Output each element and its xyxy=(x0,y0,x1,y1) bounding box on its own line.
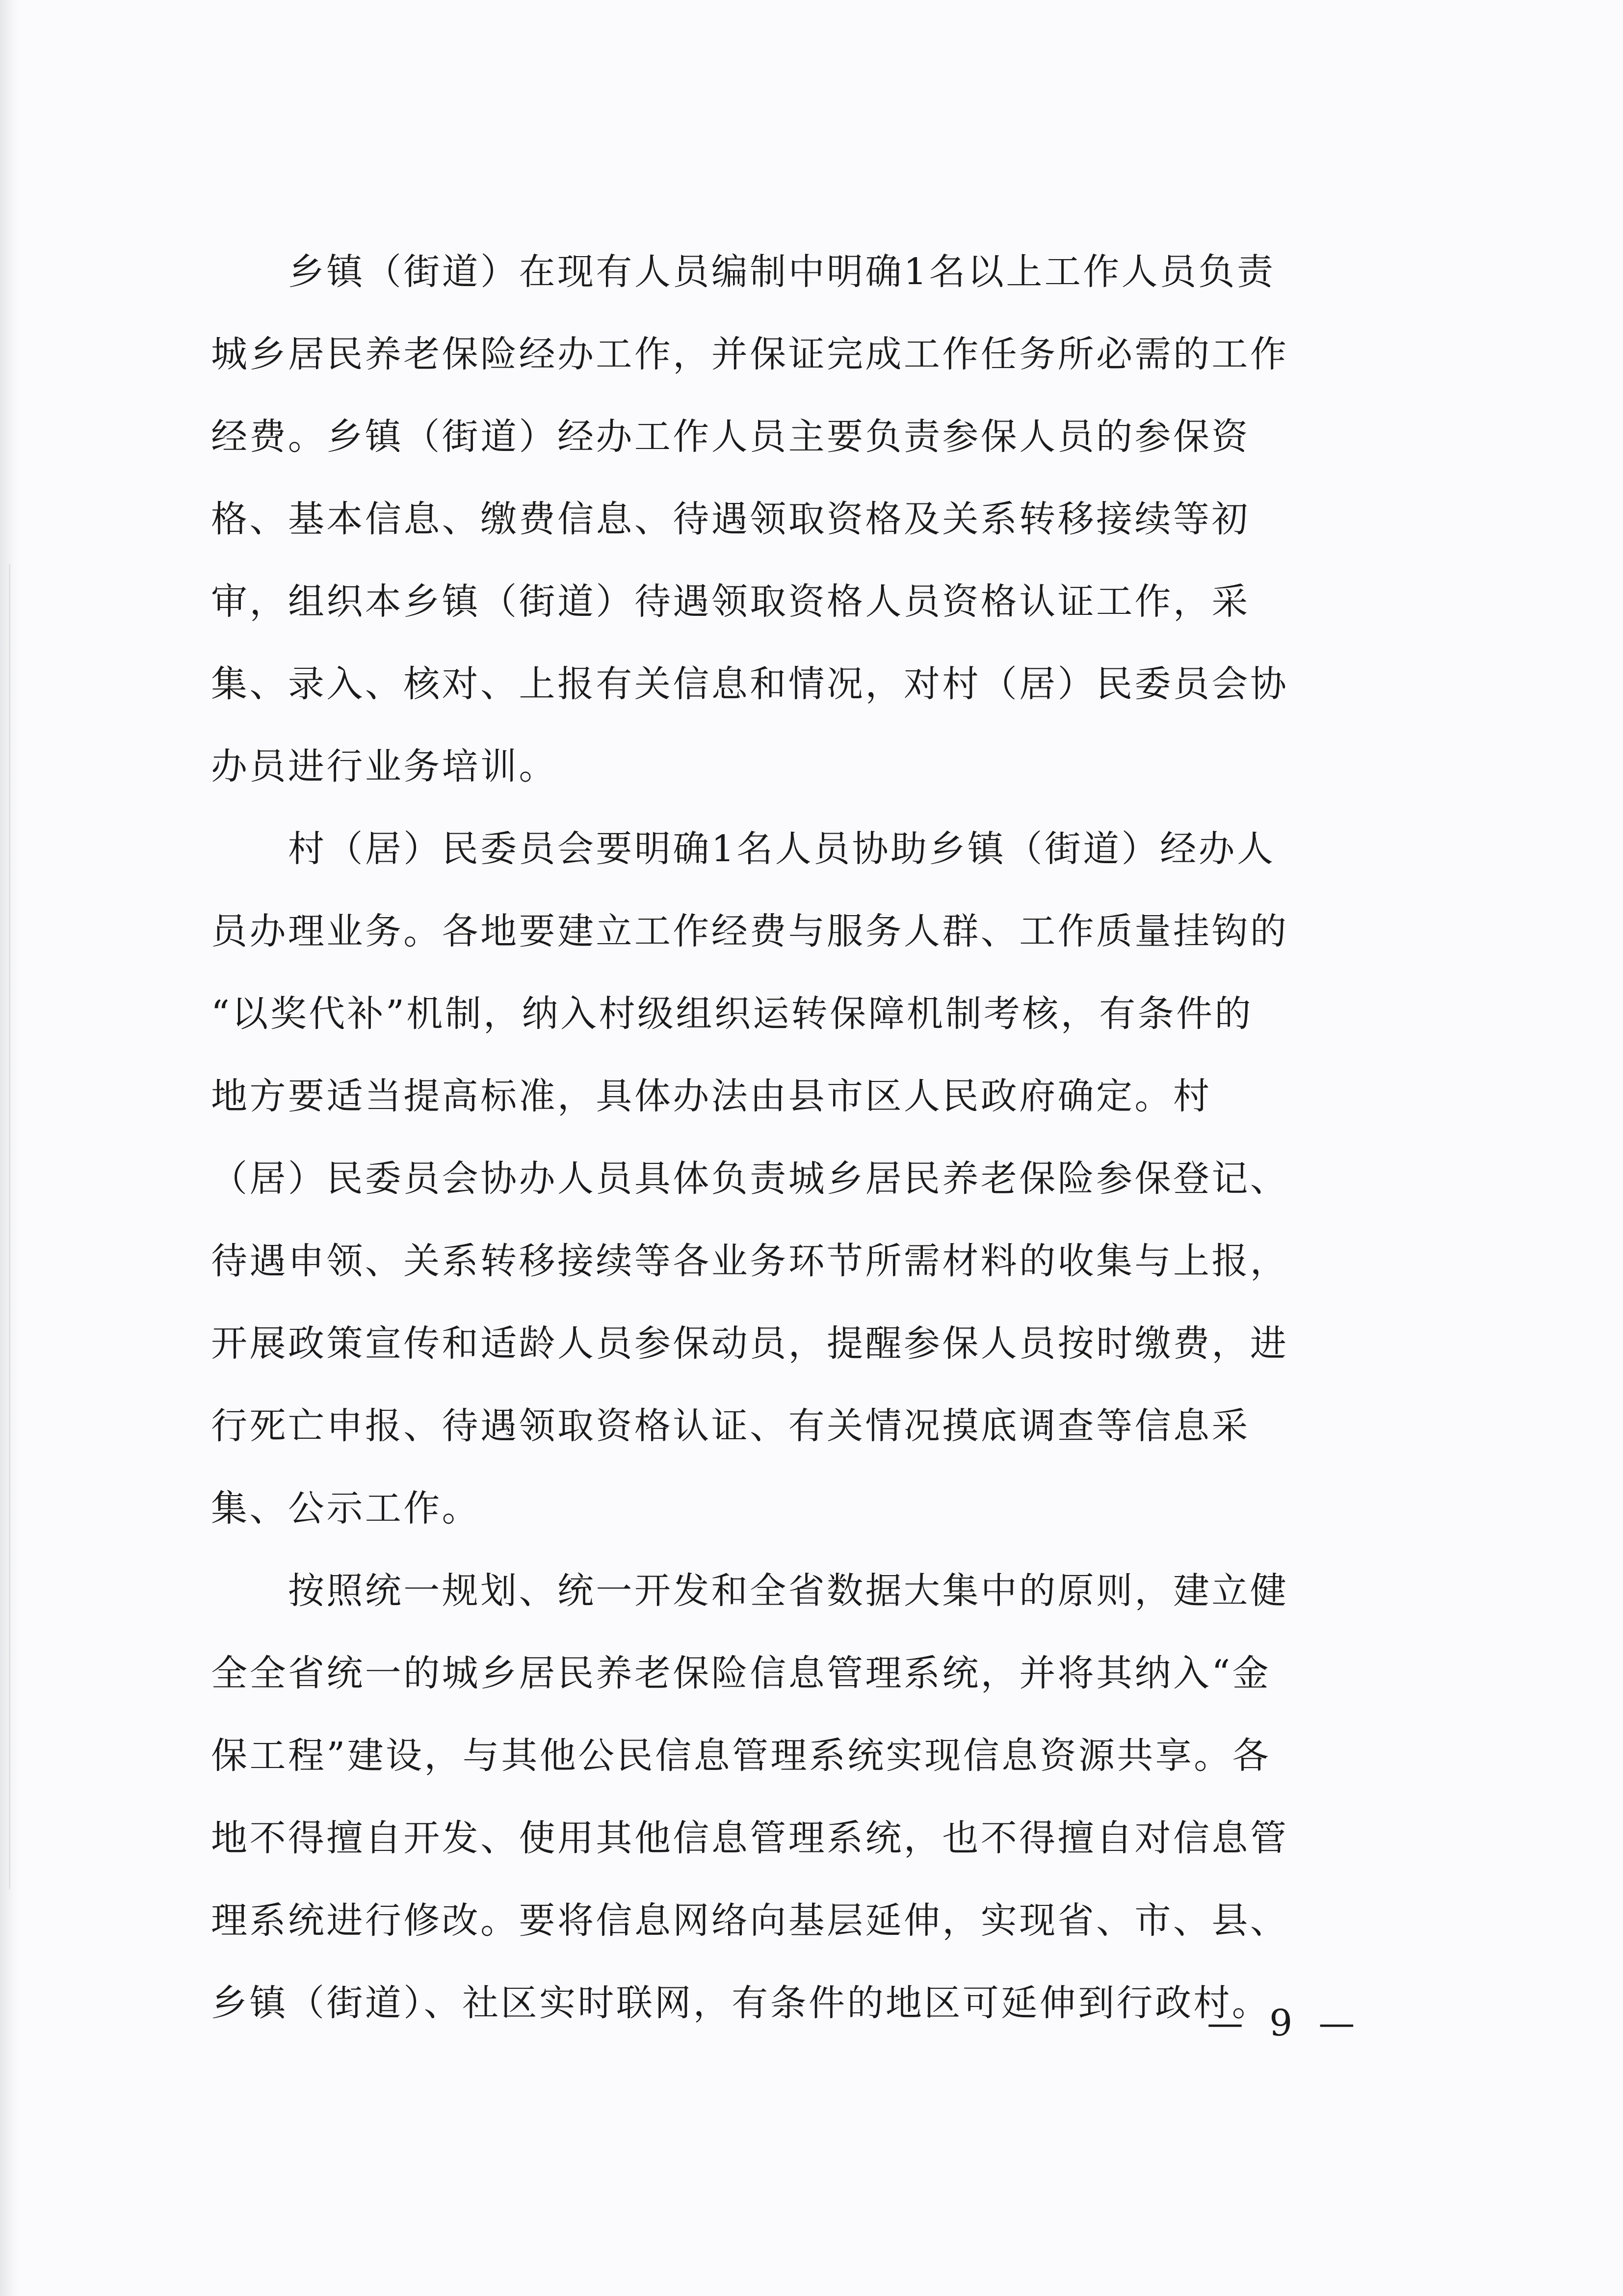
text-line: 格、基本信息、缴费信息、待遇领取资格及关系转移接续等初 xyxy=(211,498,1250,540)
text-line: 行死亡申报、待遇领取资格认证、有关情况摸底调查等信息采 xyxy=(211,1405,1250,1447)
text-line: 全全省统一的城乡居民养老保险信息管理系统，并将其纳入“金 xyxy=(211,1652,1271,1694)
text-line: 地方要适当提高标准，具体办法由县市区人民政府确定。村 xyxy=(211,1075,1212,1117)
text-line: 审，组织本乡镇（街道）待遇领取资格人员资格认证工作，采 xyxy=(211,581,1250,623)
text-line: “以奖代补”机制，纳入村级组织运转保障机制考核，有条件的 xyxy=(211,993,1253,1035)
text-line: 按照统一规划、统一开发和全省数据大集中的原则，建立健 xyxy=(211,1570,1289,1612)
text-line: 集、公示工作。 xyxy=(211,1487,481,1530)
text-line: 乡镇（街道）、社区实时联网，有条件的地区可延伸到行政村。 xyxy=(211,1982,1271,2024)
text-line: 办员进行业务培训。 xyxy=(211,745,557,788)
page-fold-line xyxy=(9,564,10,1889)
text-line: 员办理业务。各地要建立工作经费与服务人群、工作质量挂钩的 xyxy=(211,910,1289,952)
page-number: — 9 — xyxy=(1207,2002,1362,2044)
text-line: 乡镇（街道）在现有人员编制中明确1名以上工作人员负责 xyxy=(211,251,1276,293)
text-line: 开展政策宣传和适龄人员参保动员，提醒参保人员按时缴费，进 xyxy=(211,1322,1289,1365)
text-line: 集、录入、核对、上报有关信息和情况，对村（居）民委员会协 xyxy=(211,663,1289,705)
text-line: 保工程”建设，与其他公民信息管理系统实现信息资源共享。各 xyxy=(211,1735,1271,1777)
text-line: 经费。乡镇（街道）经办工作人员主要负责参保人员的参保资 xyxy=(211,416,1250,458)
text-line: 城乡居民养老保险经办工作，并保证完成工作任务所必需的工作 xyxy=(211,333,1289,375)
text-line: 地不得擅自开发、使用其他信息管理系统，也不得擅自对信息管 xyxy=(211,1817,1289,1859)
text-line: 村（居）民委员会要明确1名人员协助乡镇（街道）经办人 xyxy=(211,828,1276,870)
text-line: （居）民委员会协办人员具体负责城乡居民养老保险参保登记、 xyxy=(211,1158,1289,1200)
document-body xyxy=(211,231,1428,2044)
text-line: 理系统进行修改。要将信息网络向基层延伸，实现省、市、县、 xyxy=(211,1900,1289,1942)
text-line: 待遇申领、关系转移接续等各业务环节所需材料的收集与上报， xyxy=(211,1240,1289,1282)
